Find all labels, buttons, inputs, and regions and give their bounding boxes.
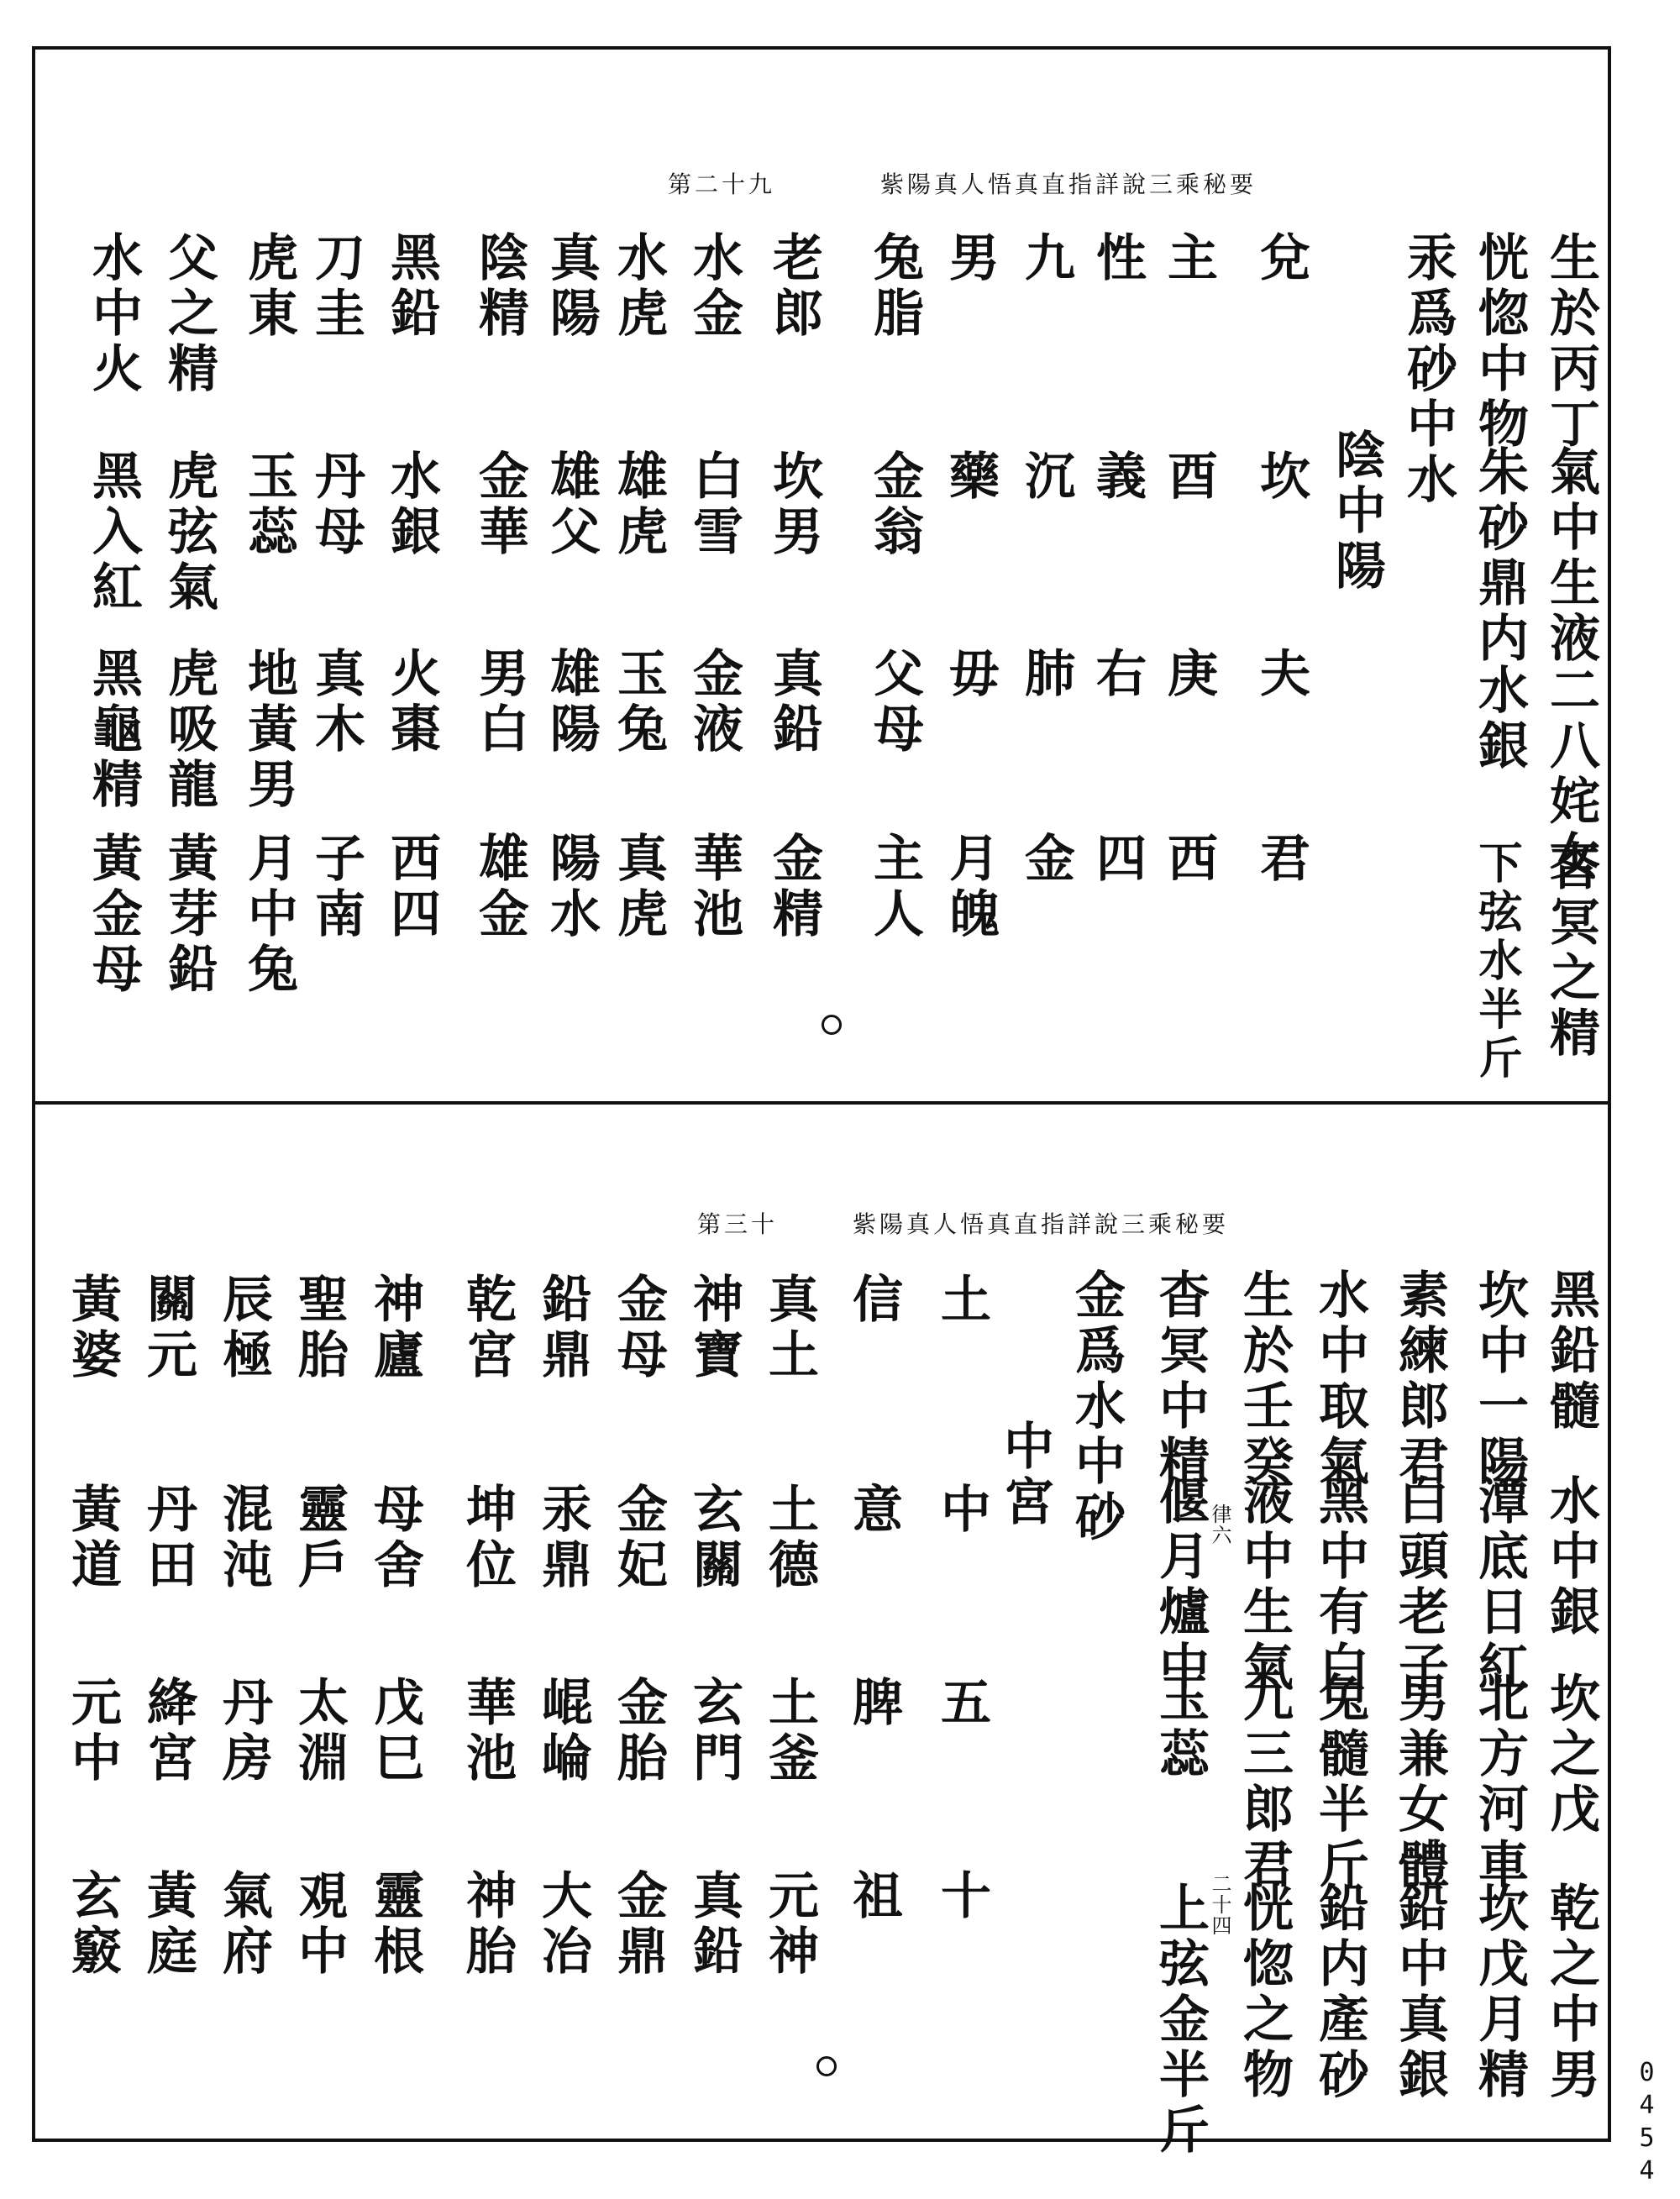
center-label: 中宮	[995, 1420, 1054, 1530]
bottom-right-col: 杳冥中精	[1151, 1268, 1210, 1490]
bottom-grid-cell: 坤位	[458, 1483, 517, 1593]
top-grid-cell: 真虎	[609, 832, 668, 942]
top-grid-cell: 沉	[1016, 449, 1075, 505]
top-right-col: 杳冥之精	[1541, 840, 1600, 1062]
top-right-col: 下弦水半斤	[1471, 840, 1522, 1084]
bottom-header-title: 紫陽真人悟真直指詳說三乘秘要	[853, 1210, 1230, 1238]
top-grid-cell: 雄陽	[542, 647, 601, 758]
top-grid-cell: 玉兔	[609, 647, 668, 758]
bottom-grid-cell: 金鼎	[609, 1869, 668, 1980]
top-grid-cell: 肺	[1016, 647, 1075, 702]
bottom-grid-cell: 脾	[844, 1676, 903, 1731]
bottom-grid-cell: 混沌	[214, 1483, 273, 1593]
top-grid-cell: 毋	[941, 647, 1000, 702]
top-grid-cell: 父之精	[160, 231, 218, 397]
bottom-grid-cell: 黃道	[63, 1483, 122, 1593]
bottom-grid-cell: 祖	[844, 1869, 903, 1924]
top-right-col: 朱砂鼎内	[1470, 445, 1529, 667]
top-grid-cell: 主	[1159, 231, 1218, 286]
top-grid-cell: 金精	[764, 832, 823, 942]
bottom-right-col: 鉛内產砂	[1310, 1881, 1369, 2103]
top-grid-cell: 右	[1088, 647, 1147, 702]
top-grid-cell: 虎弦氣	[160, 449, 218, 616]
bottom-right-col: 液中生氣	[1235, 1474, 1294, 1696]
top-grid-cell: 華池	[685, 832, 743, 942]
top-grid-cell: 黑鉛	[382, 231, 441, 342]
top-grid-cell: 水虎	[609, 231, 668, 342]
bottom-grid-cell: 辰極	[214, 1273, 273, 1383]
top-right-col: 陰中陽	[1327, 428, 1386, 595]
top-grid-cell: 金翁	[865, 449, 924, 560]
bottom-right-col: 北方河車	[1470, 1672, 1529, 1893]
top-grid-cell: 君	[1252, 832, 1310, 887]
bottom-grid-cell: 土德	[760, 1483, 819, 1593]
top-right-col: 生於丙丁	[1541, 231, 1600, 453]
top-grid-cell: 四	[1088, 832, 1147, 887]
bottom-grid-cell: 丹房	[214, 1676, 273, 1787]
bottom-grid-cell: 信	[844, 1273, 903, 1328]
bottom-right-col: 恍惚之物	[1235, 1881, 1294, 2103]
top-grid-cell: 火棗	[382, 647, 441, 758]
top-grid-cell: 男白	[470, 647, 529, 758]
top-right-col: 水銀	[1470, 664, 1529, 774]
top-grid-cell: 父母	[865, 647, 924, 758]
bottom-grid-cell: 五	[932, 1676, 991, 1731]
bottom-right-col: 黑中有白	[1310, 1474, 1369, 1696]
page-frame	[32, 46, 1611, 2142]
bottom-right-col: 鉛中真銀	[1390, 1881, 1449, 2103]
top-grid-cell: 陽水	[542, 832, 601, 942]
top-grid-cell: 刀圭	[307, 231, 365, 342]
top-grid-cell: 真陽	[542, 231, 601, 342]
top-grid-cell: 雄虎	[609, 449, 668, 560]
bottom-grid-cell: 金母	[609, 1273, 668, 1383]
bottom-grid-cell: 土	[932, 1273, 991, 1328]
top-grid-cell: 西	[1159, 832, 1218, 887]
top-grid-cell: 金液	[685, 647, 743, 758]
bottom-right-col: 兔髓半斤	[1310, 1672, 1369, 1893]
bottom-right-col: 上弦金半斤	[1151, 1881, 1210, 2159]
bottom-grid-cell: 崐崘	[533, 1676, 592, 1787]
bottom-right-col: 水中取氣	[1310, 1268, 1369, 1490]
bottom-header-page: 第三十	[697, 1210, 779, 1238]
bottom-grid-cell: 靈戶	[290, 1483, 349, 1593]
bottom-grid-cell: 絳宮	[139, 1676, 197, 1787]
top-grid-cell: 男	[941, 231, 1000, 286]
bottom-grid-cell: 元神	[760, 1869, 819, 1980]
bottom-grid-cell: 聖胎	[290, 1273, 349, 1383]
bottom-right-col: 坎戊月精	[1470, 1881, 1529, 2103]
bottom-grid-cell: 母舍	[365, 1483, 424, 1593]
top-grid-cell: 虎吸龍	[160, 647, 218, 813]
bottom-right-col: 白頭老子	[1390, 1474, 1449, 1696]
bottom-right-col: 九三郎君	[1235, 1672, 1294, 1893]
top-grid-cell: 水金	[685, 231, 743, 342]
bottom-grid-cell: 關元	[139, 1273, 197, 1383]
top-grid-cell: 酉	[1159, 449, 1218, 505]
bottom-right-col: 素練郎君	[1390, 1268, 1449, 1490]
bottom-grid-cell: 中	[932, 1483, 991, 1538]
top-grid-cell: 藥	[941, 449, 1000, 505]
bottom-grid-cell: 乾宮	[458, 1273, 517, 1383]
bottom-right-col: 黑鉛髓	[1541, 1268, 1600, 1435]
bottom-grid-cell: 丹田	[139, 1483, 197, 1593]
bottom-right-col: 水中銀	[1541, 1474, 1600, 1640]
bottom-right-col: 坎中一陽	[1470, 1268, 1529, 1490]
top-grid-cell: 夫	[1252, 647, 1310, 702]
top-grid-cell: 玉蕊	[239, 449, 298, 560]
top-grid-cell: 兔脂	[865, 231, 924, 342]
top-grid-cell: 雄金	[470, 832, 529, 942]
top-grid-cell: 金	[1016, 832, 1075, 887]
bottom-grid-cell: 大冶	[533, 1869, 592, 1980]
top-grid-cell: 地黃男	[239, 647, 298, 813]
top-grid-cell: 黑入紅	[84, 449, 143, 616]
top-grid-cell: 虎東	[239, 231, 298, 342]
top-grid-cell: 黃金母	[84, 832, 143, 998]
bottom-grid-cell: 覌中	[290, 1869, 349, 1980]
circle-mark	[822, 1015, 842, 1035]
top-grid-cell: 月中兔	[239, 832, 298, 998]
top-grid-cell: 子南	[307, 832, 365, 942]
bottom-grid-cell: 黃庭	[139, 1869, 197, 1980]
top-grid-cell: 主人	[865, 832, 924, 942]
top-header-title: 紫陽真人悟真直指詳說三乘秘要	[880, 171, 1257, 198]
top-grid-cell: 坎	[1252, 449, 1310, 505]
top-grid-cell: 金華	[470, 449, 529, 560]
bottom-grid-cell: 汞鼎	[533, 1483, 592, 1593]
top-right-col: 氣中生液	[1541, 445, 1600, 667]
top-grid-cell: 九	[1016, 231, 1075, 286]
top-grid-cell: 雄父	[542, 449, 601, 560]
bottom-grid-cell: 金妃	[609, 1483, 668, 1593]
bottom-grid-cell: 土釜	[760, 1676, 819, 1787]
bottom-grid-cell: 玄關	[685, 1483, 743, 1593]
bottom-grid-cell: 真土	[760, 1273, 819, 1383]
bottom-right-col: 偃月爐中	[1151, 1474, 1210, 1696]
top-grid-cell: 水銀	[382, 449, 441, 560]
top-right-col: 汞爲砂中水	[1399, 231, 1457, 508]
bottom-grid-cell: 元中	[63, 1676, 122, 1787]
bottom-grid-cell: 華池	[458, 1676, 517, 1787]
bottom-grid-cell: 神廬	[365, 1273, 424, 1383]
top-grid-cell: 西四	[382, 832, 441, 942]
top-right-col: 恍惚中物	[1470, 231, 1529, 453]
top-grid-cell: 白雪	[685, 449, 743, 560]
top-header-page: 第二十九	[668, 171, 776, 198]
bottom-grid-cell: 神寶	[685, 1273, 743, 1383]
circle-mark	[816, 2056, 837, 2076]
bottom-grid-cell: 玄門	[685, 1676, 743, 1787]
section-divider	[32, 1101, 1611, 1105]
bottom-right-col: 生於壬癸	[1235, 1268, 1294, 1490]
top-grid-cell: 真木	[307, 647, 365, 758]
top-grid-cell: 性	[1088, 231, 1147, 286]
bottom-grid-cell: 靈根	[365, 1869, 424, 1980]
top-grid-cell: 坎男	[764, 449, 823, 560]
bottom-grid-cell: 金胎	[609, 1676, 668, 1787]
bottom-grid-cell: 意	[844, 1483, 903, 1538]
bottom-right-col: 坎之戊	[1541, 1672, 1600, 1838]
bottom-grid-cell: 氣府	[214, 1869, 273, 1980]
top-grid-cell: 庚	[1159, 647, 1218, 702]
top-grid-cell: 陰精	[470, 231, 529, 342]
top-right-col: 二八姹女	[1541, 664, 1600, 885]
bottom-grid-cell: 神胎	[458, 1869, 517, 1980]
bottom-annotation: 律六	[1208, 1504, 1231, 1546]
bottom-grid-cell: 戊巳	[365, 1676, 424, 1787]
top-grid-cell: 黑龜精	[84, 647, 143, 813]
bottom-grid-cell: 十	[932, 1869, 991, 1924]
bottom-right-col: 玉蕊	[1151, 1672, 1210, 1782]
top-grid-cell: 老郎	[764, 231, 823, 342]
top-grid-cell: 黃芽鉛	[160, 832, 218, 998]
bottom-grid-cell: 太淵	[290, 1676, 349, 1787]
page-number: 0454	[1632, 2058, 1662, 2189]
bottom-right-col: 金爲水中砂	[1067, 1268, 1126, 1546]
bottom-grid-cell: 鉛鼎	[533, 1273, 592, 1383]
top-grid-cell: 義	[1088, 449, 1147, 505]
bottom-right-col: 潭底日紅	[1470, 1474, 1529, 1696]
top-grid-cell: 水中火	[84, 231, 143, 397]
top-grid-cell: 丹母	[307, 449, 365, 560]
top-grid-cell: 兌	[1252, 231, 1310, 286]
bottom-right-col: 乾之中男	[1541, 1881, 1600, 2103]
bottom-right-col: 男兼女體	[1390, 1672, 1449, 1893]
bottom-grid-cell: 黃婆	[63, 1273, 122, 1383]
top-grid-cell: 月魄	[941, 832, 1000, 942]
bottom-annotation: 二十四	[1208, 1873, 1231, 1936]
top-grid-cell: 真鉛	[764, 647, 823, 758]
bottom-grid-cell: 玄竅	[63, 1869, 122, 1980]
bottom-grid-cell: 真鉛	[685, 1869, 743, 1980]
